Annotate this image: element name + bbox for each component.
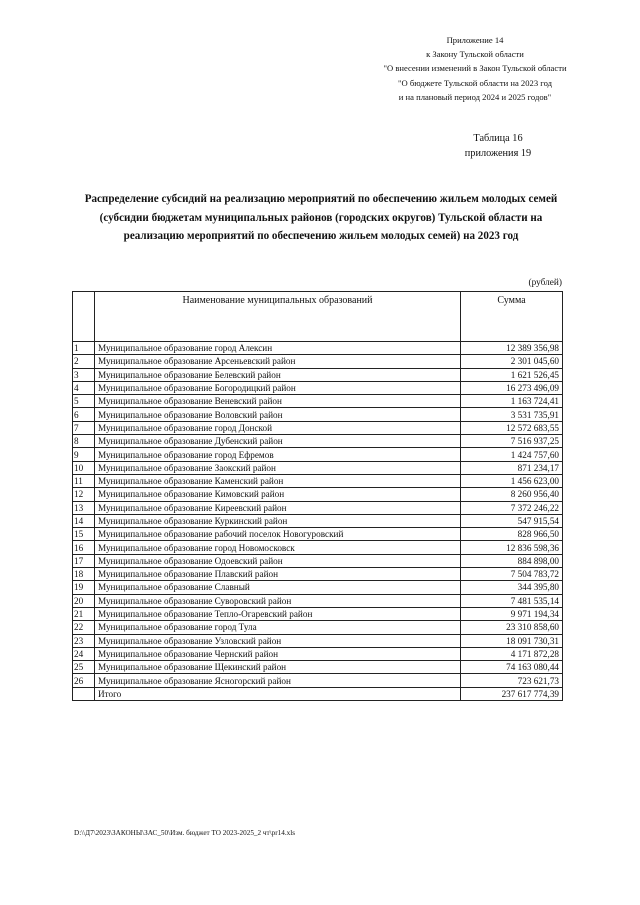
row-number: 17 (73, 554, 95, 567)
subsidy-amount: 1 456 623,00 (461, 474, 563, 487)
municipality-name: Муниципальное образование Плавский район (95, 568, 461, 581)
municipality-name: Муниципальное образование Каменский район (95, 474, 461, 487)
row-number: 18 (73, 568, 95, 581)
subsidy-amount: 16 273 496,09 (461, 381, 563, 394)
subsidy-amount: 1 424 757,60 (461, 448, 563, 461)
municipality-name: Муниципальное образование Арсеньевский район (95, 355, 461, 368)
row-number: 3 (73, 368, 95, 381)
row-number: 2 (73, 355, 95, 368)
header-number-cell (73, 292, 95, 342)
subsidy-amount: 7 372 246,22 (461, 501, 563, 514)
row-number: 6 (73, 408, 95, 421)
law-annex-note (330, 33, 620, 104)
total-label: Итого (95, 687, 461, 700)
subsidy-amount: 18 091 730,31 (461, 634, 563, 647)
subsidy-amount: 7 481 535,14 (461, 594, 563, 607)
row-number: 20 (73, 594, 95, 607)
annex-line: "О бюджете Тульской области на 2023 год (398, 77, 552, 88)
municipality-name: Муниципальное образование Суворовский район (95, 594, 461, 607)
table-row (73, 594, 563, 607)
table-row (73, 448, 563, 461)
municipality-name: Муниципальное образование город Донской (95, 421, 461, 434)
table-row (73, 647, 563, 660)
municipality-name: Муниципальное образование Щекинский район (95, 661, 461, 674)
subsidy-amount: 3 531 735,91 (461, 408, 563, 421)
municipality-name: Муниципальное образование Одоевский район (95, 554, 461, 567)
table-row (73, 395, 563, 408)
row-number: 8 (73, 435, 95, 448)
subsidy-amount: 547 915,54 (461, 514, 563, 527)
row-number: 25 (73, 661, 95, 674)
row-number: 14 (73, 514, 95, 527)
table-body (73, 342, 563, 688)
municipality-name: Муниципальное образование Веневский район (95, 395, 461, 408)
table-row (73, 634, 563, 647)
row-number: 7 (73, 421, 95, 434)
municipality-name: Муниципальное образование Славный (95, 581, 461, 594)
table-row (73, 581, 563, 594)
row-number: 11 (73, 474, 95, 487)
table-row (73, 342, 563, 355)
subsidy-amount: 8 260 956,40 (461, 488, 563, 501)
table-reference (448, 131, 548, 161)
municipality-name: Муниципальное образование Чернский район (95, 647, 461, 660)
annex-line: к Закону Тульской области (426, 49, 524, 60)
header-amount-cell: Сумма (461, 292, 563, 342)
subsidy-amount: 344 395,80 (461, 581, 563, 594)
row-number: 4 (73, 381, 95, 394)
subsidy-amount: 12 389 356,98 (461, 342, 563, 355)
annex-line: и на плановый период 2024 и 2025 годов" (398, 91, 552, 102)
header-name-cell: Наименование муниципальных образований (95, 292, 461, 342)
table-row (73, 554, 563, 567)
table-ref-line: Таблица 16 (473, 133, 523, 144)
table-row (73, 661, 563, 674)
table-row (73, 568, 563, 581)
subsidy-amount: 871 234,17 (461, 461, 563, 474)
municipality-name: Муниципальное образование Узловский район (95, 634, 461, 647)
subsidy-amount: 7 504 783,72 (461, 568, 563, 581)
table-row (73, 355, 563, 368)
units-label: (рублей) (528, 278, 562, 288)
municipality-name: Муниципальное образование город Ефремов (95, 448, 461, 461)
subsidy-amount: 1 621 526,45 (461, 368, 563, 381)
municipality-name: Муниципальное образование Ясногорский район (95, 674, 461, 687)
row-number: 19 (73, 581, 95, 594)
row-number: 21 (73, 607, 95, 620)
total-row (73, 687, 563, 700)
annex-line: "О внесении изменений в Закон Тульской области (383, 63, 567, 74)
subsidy-amount: 23 310 858,60 (461, 621, 563, 634)
row-number: 13 (73, 501, 95, 514)
table-row (73, 541, 563, 554)
table-row (73, 435, 563, 448)
table-row (73, 421, 563, 434)
total-amount: 237 617 774,39 (461, 687, 563, 700)
subsidy-amount: 9 971 194,34 (461, 607, 563, 620)
subsidy-amount: 828 966,50 (461, 528, 563, 541)
row-number: 26 (73, 674, 95, 687)
table-row (73, 381, 563, 394)
municipality-name: Муниципальное образование Киреевский район (95, 501, 461, 514)
subsidy-amount: 74 163 080,44 (461, 661, 563, 674)
municipality-name: Муниципальное образование рабочий поселок Новогуровский (95, 528, 461, 541)
table-row (73, 674, 563, 687)
municipality-name: Муниципальное образование Дубенский район (95, 435, 461, 448)
row-number: 15 (73, 528, 95, 541)
row-number: 1 (73, 342, 95, 355)
row-number: 23 (73, 634, 95, 647)
subsidy-table (72, 291, 563, 701)
table-row (73, 368, 563, 381)
subsidy-amount: 884 898,00 (461, 554, 563, 567)
row-number: 10 (73, 461, 95, 474)
table-row (73, 488, 563, 501)
table-row (73, 474, 563, 487)
table-row (73, 514, 563, 527)
subsidy-amount: 723 621,73 (461, 674, 563, 687)
table-row (73, 501, 563, 514)
table-row (73, 621, 563, 634)
table-row (73, 461, 563, 474)
municipality-name: Муниципальное образование Белевский район (95, 368, 461, 381)
row-number: 16 (73, 541, 95, 554)
subsidy-amount: 7 516 937,25 (461, 435, 563, 448)
subsidy-amount: 12 572 683,55 (461, 421, 563, 434)
municipality-name: Муниципальное образование город Новомосковск (95, 541, 461, 554)
subsidy-amount: 1 163 724,41 (461, 395, 563, 408)
row-number: 5 (73, 395, 95, 408)
subsidy-amount: 2 301 045,60 (461, 355, 563, 368)
table-ref-line: приложения 19 (464, 148, 532, 159)
file-path-footer: D:\\Д7\2023\ЗАКОНЫ\ЗАС_50\Изм. бюджет ТО 2023-2025_2 чт\pr14.xls (74, 829, 296, 837)
row-number: 9 (73, 448, 95, 461)
municipality-name: Муниципальное образование Заокский район (95, 461, 461, 474)
municipality-name: Муниципальное образование Воловский район (95, 408, 461, 421)
municipality-name: Муниципальное образование город Алексин (95, 342, 461, 355)
total-number-cell (73, 687, 95, 700)
municipality-name: Муниципальное образование Тепло-Огаревский район (95, 607, 461, 620)
municipality-name: Муниципальное образование Куркинский район (95, 514, 461, 527)
table-row (73, 607, 563, 620)
row-number: 24 (73, 647, 95, 660)
municipality-name: Муниципальное образование Кимовский район (95, 488, 461, 501)
table-header-row (73, 292, 563, 342)
municipality-name: Муниципальное образование Богородицкий район (95, 381, 461, 394)
table-row (73, 528, 563, 541)
subsidy-amount: 12 836 598,36 (461, 541, 563, 554)
row-number: 12 (73, 488, 95, 501)
table-row (73, 408, 563, 421)
subsidy-amount: 4 171 872,28 (461, 647, 563, 660)
annex-line: Приложение 14 (446, 35, 504, 45)
document-title: Распределение субсидий на реализацию мероприятий по обеспечению жильем молодых семей (субсидии бюджетам муниципальных районов (городских округов) Тульской области на реализацию мероприятий по обеспечению жильем молодых семей) на 2023 год (84, 193, 558, 242)
municipality-name: Муниципальное образование город Тула (95, 621, 461, 634)
row-number: 22 (73, 621, 95, 634)
